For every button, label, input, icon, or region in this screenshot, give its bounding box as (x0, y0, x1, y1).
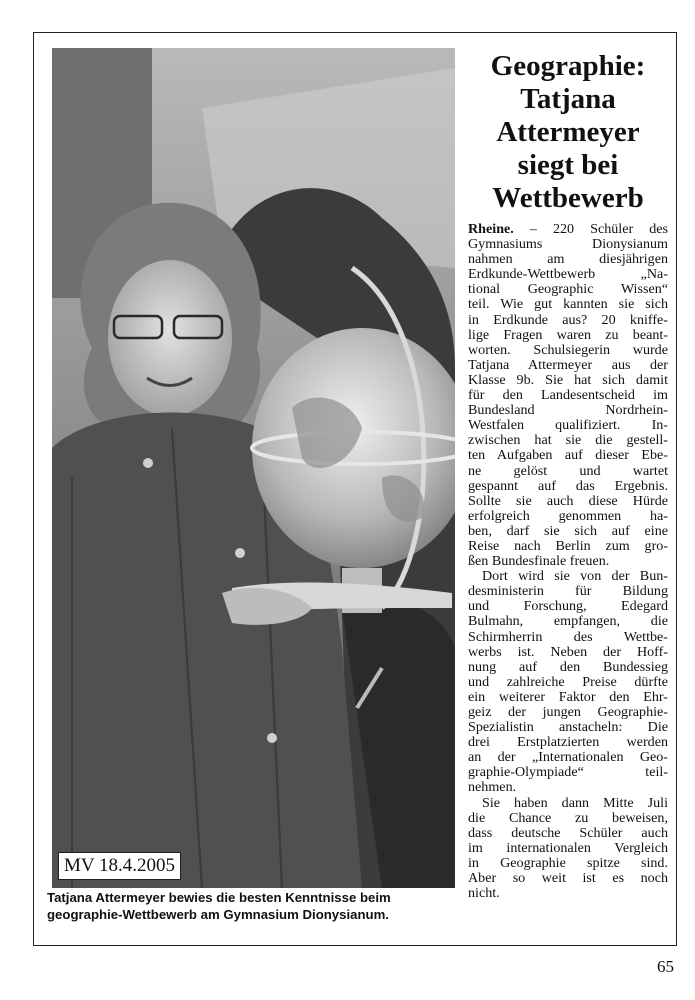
article-line: erfolgreich genommen ha- (468, 507, 668, 524)
article-line: Gymnasiums Dionysianum (468, 236, 668, 253)
article-line: an der „Internationalen Geo- (468, 749, 668, 766)
headline-line: siegt bei (517, 149, 619, 181)
article-line: desministerin für Bildung (468, 583, 668, 600)
headline-line: Tatjana (520, 83, 616, 115)
article-line: dass deutsche Schüler auch (468, 824, 668, 841)
article-line: für den Landesentscheid im (468, 387, 668, 404)
article-line: Sollte sie auch diese Hürde (468, 492, 668, 509)
article-line: und zahlreiche Preise dürfte (468, 673, 668, 690)
article-line: Dort wird sie von der Bun- (482, 568, 668, 585)
article-line: nicht. (468, 885, 500, 902)
date-stamp: MV 18.4.2005 (58, 852, 181, 880)
article-line: Sie haben dann Mitte Juli (482, 794, 668, 811)
article-line: Schirmherrin des Wettbe- (468, 628, 668, 645)
article-line: worten. Schulsiegerin wurde (468, 341, 668, 358)
article-line: ßen Bundesfinale freuen. (468, 553, 610, 570)
headline-line: Attermeyer (496, 116, 640, 148)
article-line: tional Geographic Wissen“ (468, 281, 668, 298)
caption-line: geographie-Wettbewerb am Gymnasium Dionysianum. (47, 907, 389, 922)
headline-line: Wettbewerb (492, 182, 644, 214)
article-line: Tatjana Attermeyer aus der (468, 356, 668, 373)
photo-illustration (52, 48, 455, 888)
article-line: Klasse 9b. Sie hat sich damit (468, 371, 668, 388)
article-line: Reise nach Berlin zum gro- (468, 537, 668, 554)
article-line: Bundesland Nordrhein- (468, 402, 668, 419)
article-line: ein weiterer Faktor den Ehr- (468, 688, 668, 705)
article-line: zwischen hat sie die gestell- (468, 432, 668, 449)
article-line: ne gelöst und wartet (468, 462, 668, 479)
article-line: ten Aufgaben auf dieser Ebe- (468, 447, 668, 464)
article-line: und Forschung, Edegard (468, 598, 668, 615)
article-line: lige Fragen waren zu beant- (468, 326, 668, 343)
article-photo (52, 48, 455, 888)
article-line: graphie-Olympiade“ teil- (468, 764, 668, 781)
article-line: in Geographie spitze sind. (468, 854, 668, 871)
article-line: Rheine. – 220 Schüler des (468, 221, 668, 237)
article-line: drei Erstplatzierten werden (468, 734, 668, 751)
article-line: im internationalen Vergleich (468, 839, 668, 856)
article-line: nung auf den Bundessieg (468, 658, 668, 675)
article-line: nehmen. (468, 779, 517, 796)
article-line: in Erdkunde aus? 20 kniffe- (468, 311, 668, 328)
photo-caption (47, 889, 459, 923)
headline-line: Geographie: (490, 50, 646, 82)
article-line: Spezialistin anstacheln: Die (468, 719, 668, 736)
caption-line: Tatjana Attermeyer bewies die besten Kenntnisse beim (47, 890, 391, 905)
page-number: 65 (657, 957, 674, 976)
article-line: nahmen am diesjährigen (468, 251, 668, 268)
article-line: geiz der jungen Geographie- (468, 704, 668, 720)
article-line: Bulmahn, empfangen, die (468, 613, 668, 630)
article-line: Aber so weit ist es noch (468, 870, 668, 887)
article-line: werbs ist. Neben der Hoff- (468, 643, 668, 660)
article-line: Erdkunde-Wettbewerb „Na- (468, 266, 668, 283)
article-headline (468, 50, 668, 215)
article-dateline: Rheine. (468, 221, 514, 237)
article-line: die Chance zu beweisen, (468, 809, 668, 826)
article-line: teil. Wie gut kannten sie sich (468, 296, 668, 313)
article-line: Westfalen qualifiziert. In- (468, 417, 668, 434)
article-line: gespannt auf das Ergebnis. (468, 477, 668, 494)
article-line: ben, darf sie sich auf eine (468, 522, 668, 539)
article-body (468, 222, 668, 901)
